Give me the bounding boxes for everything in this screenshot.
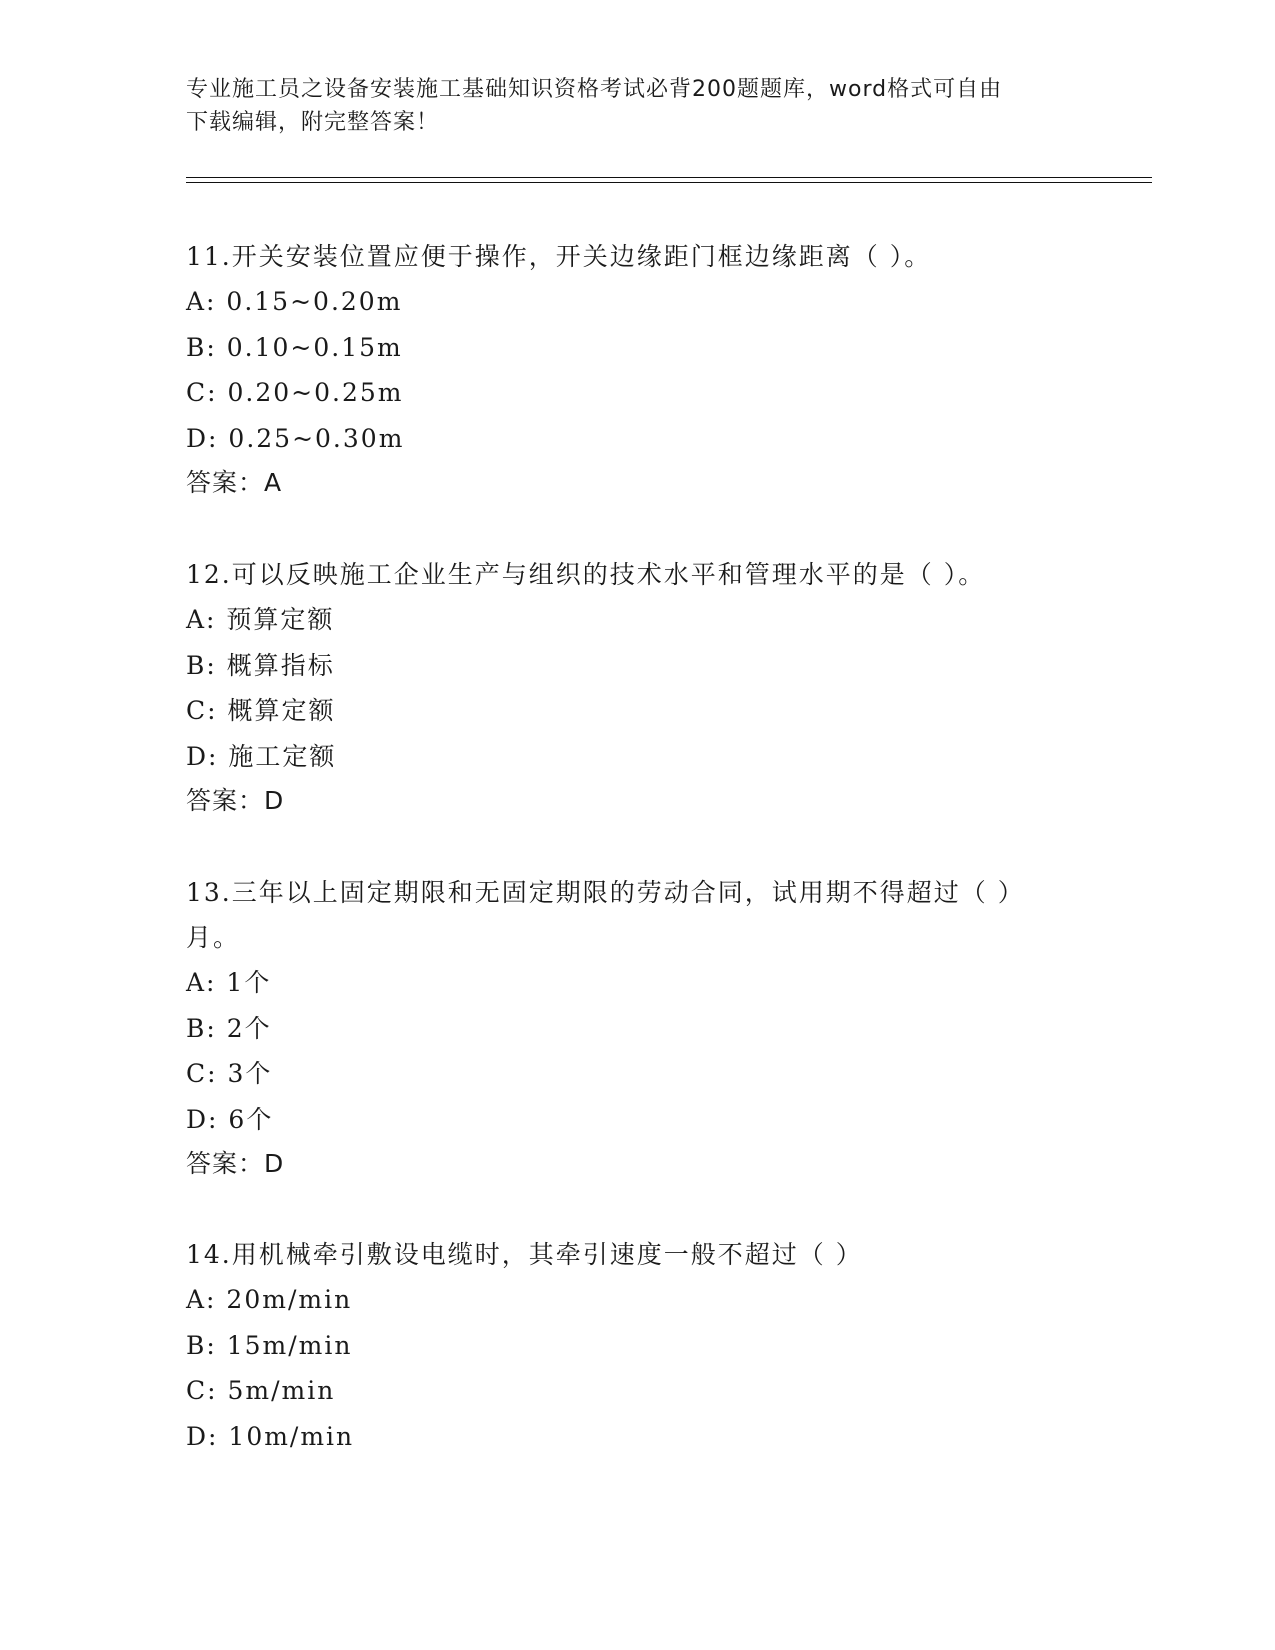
option-b: B: 0.10~0.15m <box>186 332 403 362</box>
document-header <box>186 73 1086 139</box>
answer-line: 答案：D <box>186 1149 285 1178</box>
option-d: D: 10m/min <box>186 1421 355 1451</box>
question-12 <box>186 552 1086 823</box>
answer-line: 答案：A <box>186 468 283 497</box>
header-line-2: 下载编辑，附完整答案！ <box>186 110 440 135</box>
answer-line: 答案：D <box>186 786 285 815</box>
option-d: D: 施工定额 <box>186 741 337 771</box>
question-text: 11.开关安装位置应便于操作，开关边缘距门框边缘距离（ ）。 <box>186 242 932 271</box>
header-divider-bottom <box>186 182 1152 183</box>
question-13 <box>186 870 1086 1186</box>
option-b: B: 2个 <box>186 1013 272 1043</box>
option-c: C: 3个 <box>186 1059 273 1088</box>
option-b: B: 15m/min <box>186 1330 353 1360</box>
option-b: B: 概算指标 <box>186 650 335 680</box>
header-line-1: 专业施工员之设备安装施工基础知识资格考试必背200题题库，word格式可自由 <box>186 77 1003 102</box>
header-divider-top <box>186 177 1152 178</box>
option-c: C: 概算定额 <box>186 696 336 725</box>
option-a: A: 0.15~0.20m <box>186 287 403 316</box>
question-14 <box>186 1232 1086 1459</box>
question-text: 13.三年以上固定期限和无固定期限的劳动合同，试用期不得超过（ ）月。 <box>186 878 1025 952</box>
option-a: A: 1个 <box>186 968 272 997</box>
question-text: 12.可以反映施工企业生产与组织的技术水平和管理水平的是（ ）。 <box>186 560 986 589</box>
option-d: D: 6个 <box>186 1104 274 1134</box>
option-a: A: 预算定额 <box>186 605 335 634</box>
question-text: 14.用机械牵引敷设电缆时，其牵引速度一般不超过（ ） <box>186 1240 863 1269</box>
option-a: A: 20m/min <box>186 1285 353 1314</box>
option-c: C: 5m/min <box>186 1376 336 1405</box>
option-c: C: 0.20~0.25m <box>186 378 404 407</box>
question-11 <box>186 234 1086 505</box>
option-d: D: 0.25~0.30m <box>186 423 405 453</box>
